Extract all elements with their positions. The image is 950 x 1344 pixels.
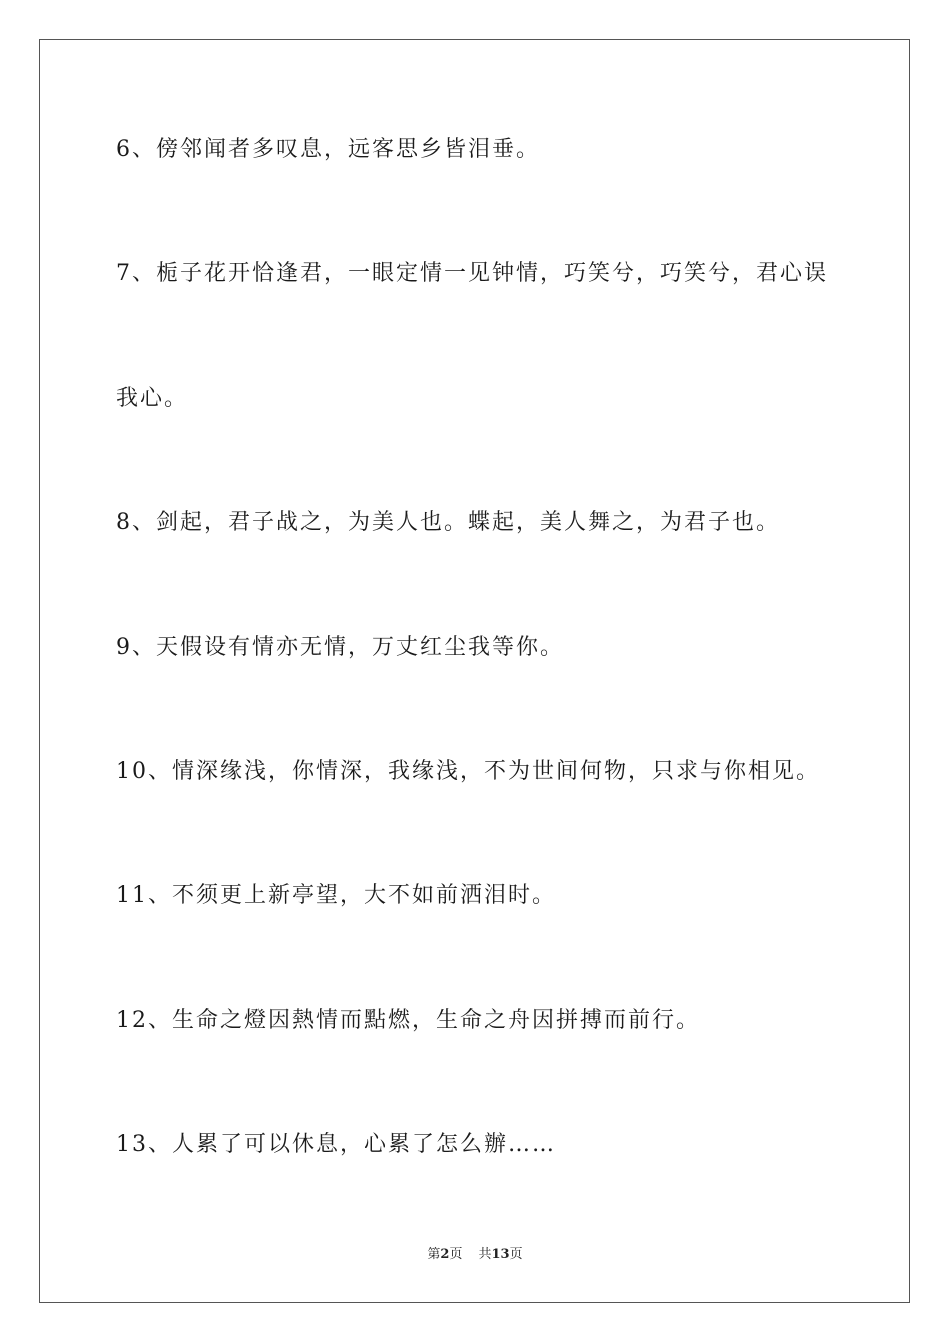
- current-page-number: 2: [440, 1247, 450, 1262]
- footer-page-unit: 页: [449, 1247, 463, 1262]
- text-line: 7、栀子花开恰逢君，一眼定情一见钟情，巧笑兮，巧笑兮，君心误: [116, 261, 828, 286]
- text-line: 9、天假设有情亦无情，万丈红尘我等你。: [116, 635, 564, 660]
- text-line: 6、傍邻闻者多叹息，远客思乡皆泪垂。: [116, 137, 540, 162]
- text-line: 我心。: [116, 386, 189, 411]
- footer-total-prefix: 共: [478, 1247, 492, 1262]
- text-line: 10、情深缘浅，你情深，我缘浅，不为世间何物，只求与你相见。: [116, 759, 820, 784]
- page-frame: [39, 39, 910, 1303]
- text-line: 12、生命之燈因熱情而點燃，生命之舟因拼搏而前行。: [116, 1008, 700, 1033]
- text-line: 13、人累了可以休息，心累了怎么辦……: [116, 1132, 556, 1157]
- page-footer: [0, 1246, 950, 1264]
- text-line: 11、不须更上新亭望，大不如前洒泪时。: [116, 883, 556, 908]
- footer-prefix: 第: [427, 1247, 441, 1262]
- text-line: 8、剑起，君子战之，为美人也。蝶起，美人舞之，为君子也。: [116, 510, 780, 535]
- footer-total-unit: 页: [509, 1247, 523, 1262]
- total-pages-number: 13: [491, 1247, 510, 1262]
